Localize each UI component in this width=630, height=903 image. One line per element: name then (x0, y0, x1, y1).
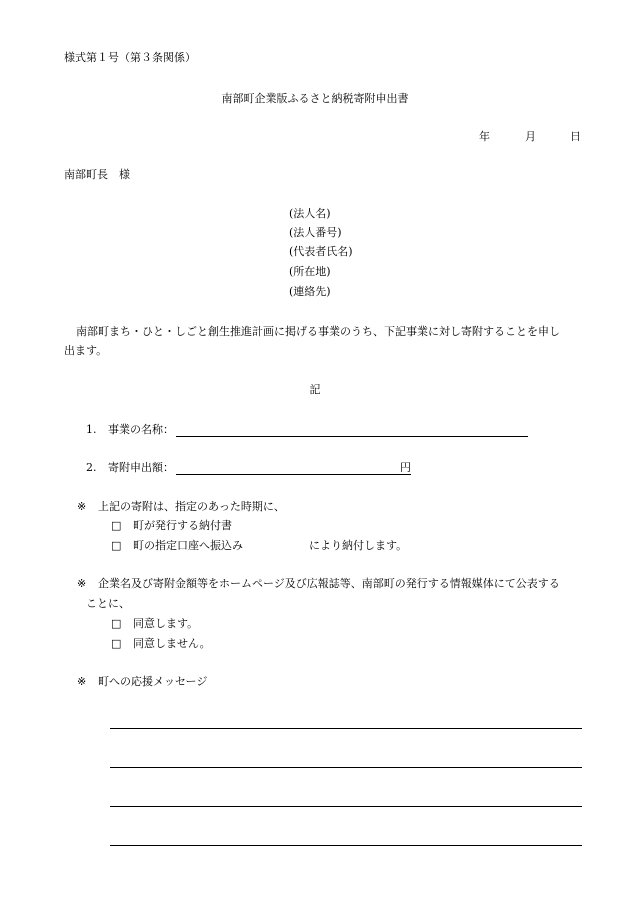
form-number: 様式第１号（第３条関係） (64, 51, 196, 64)
body-text-line-2: 出ます。 (64, 344, 108, 357)
option-label: 同意します。 (133, 617, 199, 630)
note-mark: ※ (77, 577, 87, 590)
publication-note-line-1: 企業名及び寄附金額等をホームページ及び広報誌等、南部町の発行する情報媒体にて公表する (98, 577, 560, 590)
applicant-field-address: (所在地) (289, 265, 331, 278)
option-label: 同意しません。 (133, 637, 211, 650)
date-month-label: 月 (525, 130, 536, 143)
note-mark: ※ (77, 500, 87, 513)
option-label: 町の指定口座へ振込み (133, 539, 243, 552)
amount-blank-line (176, 474, 411, 475)
date-year-label: 年 (479, 130, 490, 143)
option-label: 町が発行する納付書 (133, 519, 232, 532)
consent-option-disagree (111, 637, 211, 651)
item-label: 寄附申出額： (108, 461, 174, 474)
applicant-field-corporation-name: (法人名) (289, 207, 331, 220)
message-line (110, 806, 582, 807)
date-day-label: 日 (570, 130, 581, 143)
project-name-blank-line (176, 436, 528, 437)
item-number: 2. (86, 461, 97, 474)
checkbox-icon: □ (111, 519, 122, 532)
item-number: 1. (86, 423, 97, 436)
consent-option-agree (111, 617, 198, 631)
checkbox-icon: □ (111, 617, 122, 630)
payment-suffix: により納付します。 (309, 539, 408, 552)
yen-unit: 円 (400, 461, 411, 474)
checkbox-icon: □ (111, 539, 122, 552)
publication-note-line-2: ことに、 (86, 597, 130, 610)
note-mark: ※ (77, 675, 87, 688)
message-heading: 町への応援メッセージ (98, 675, 208, 688)
item-label: 事業の名称： (108, 423, 174, 436)
payment-note: 上記の寄附は、指定のあった時期に、 (98, 500, 285, 513)
applicant-field-representative: (代表者氏名) (289, 245, 353, 258)
payment-option-transfer (111, 539, 243, 553)
body-text-line-1: 南部町まち・ひと・しごと創生推進計画に掲げる事業のうち、下記事業に対し寄附することを申し (76, 325, 560, 338)
message-line (110, 845, 582, 846)
ki-heading: 記 (309, 383, 321, 396)
form-title: 南部町企業版ふるさと納税寄附申出書 (221, 92, 409, 105)
message-line (110, 728, 582, 729)
message-line (110, 767, 582, 768)
applicant-field-corporate-number: (法人番号) (289, 226, 342, 239)
addressee: 南部町長 様 (64, 168, 130, 181)
applicant-field-contact: (連絡先) (289, 285, 331, 298)
checkbox-icon: □ (111, 637, 122, 650)
payment-option-invoice (111, 519, 232, 533)
